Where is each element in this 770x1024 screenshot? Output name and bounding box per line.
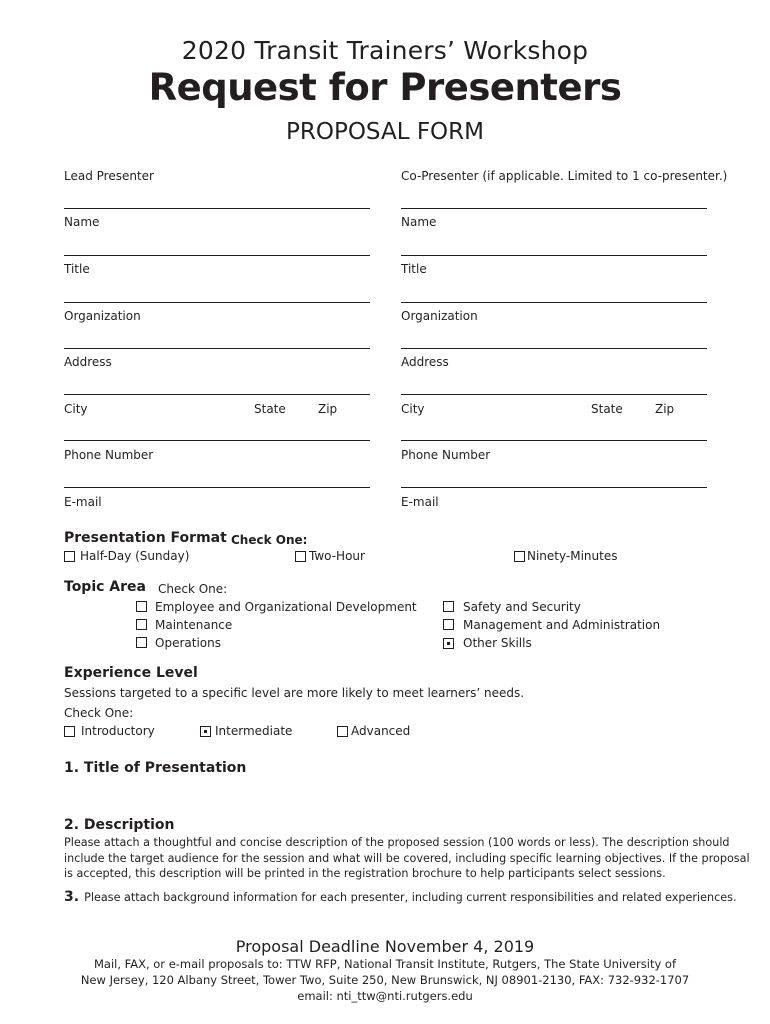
safety-security-checkbox[interactable] — [443, 601, 454, 612]
intermediate-checkbox[interactable] — [200, 726, 211, 737]
co-email-label: E-mail — [401, 495, 439, 509]
lead-phone-label: Phone Number — [64, 448, 154, 462]
section-3-number: 3. — [64, 889, 80, 905]
employee-development-checkbox[interactable] — [136, 601, 147, 612]
ninety-minutes-checkbox[interactable] — [514, 551, 525, 562]
co-title-line[interactable] — [401, 302, 707, 303]
proposal-deadline: Proposal Deadline November 4, 2019 — [235, 937, 535, 956]
lead-email-label: E-mail — [64, 495, 102, 509]
employee-development-label: Employee and Organizational Development — [155, 600, 417, 614]
maintenance-label: Maintenance — [155, 618, 233, 632]
other-skills-label: Other Skills — [463, 636, 532, 650]
lead-title-line[interactable] — [64, 302, 370, 303]
co-phone-label: Phone Number — [401, 448, 491, 462]
maintenance-checkbox[interactable] — [136, 619, 147, 630]
co-phone-line[interactable] — [401, 487, 707, 488]
co-zip-label: Zip — [655, 402, 675, 416]
lead-title-label: Title — [64, 262, 90, 276]
footer-mail-line-1: Mail, FAX, or e-mail proposals to: TTW RFP, National Transit Institute, Rutgers, The State University of — [93, 957, 676, 971]
advanced-checkbox[interactable] — [337, 726, 348, 737]
operations-checkbox[interactable] — [136, 637, 147, 648]
co-address-label: Address — [401, 355, 449, 369]
workshop-subtitle: 2020 Transit Trainers’ Workshop — [181, 36, 589, 65]
lead-name-label: Name — [64, 215, 100, 229]
co-organization-label: Organization — [401, 309, 478, 323]
lead-city-label: City — [64, 402, 88, 416]
topic-area-heading: Topic Area — [64, 579, 146, 595]
footer-email: email: nti_ttw@nti.rutgers.edu — [297, 989, 473, 1003]
operations-label: Operations — [155, 636, 221, 650]
lead-phone-line[interactable] — [64, 487, 370, 488]
management-administration-checkbox[interactable] — [443, 619, 454, 630]
description-line-1: Please attach a thoughtful and concise description of the proposed session (100 words or less). The description should — [64, 836, 730, 849]
form-title: PROPOSAL FORM — [286, 119, 484, 145]
lead-name-line[interactable] — [64, 255, 370, 256]
ninety-minutes-label: Ninety-Minutes — [527, 549, 618, 563]
title-of-presentation-heading: 1. Title of Presentation — [64, 760, 247, 776]
lead-organization-line[interactable] — [64, 348, 370, 349]
co-city-line[interactable] — [401, 440, 707, 441]
co-name-line[interactable] — [401, 255, 707, 256]
half-day-label: Half-Day (Sunday) — [80, 549, 190, 563]
other-skills-checkbox[interactable] — [443, 638, 454, 649]
introductory-label: Introductory — [81, 724, 155, 738]
lead-organization-label: Organization — [64, 309, 141, 323]
experience-level-heading: Experience Level — [64, 665, 198, 681]
co-city-label: City — [401, 402, 425, 416]
intermediate-label: Intermediate — [215, 724, 293, 738]
description-line-3: is accepted, this description will be printed in the registration brochure to help participants select sessions. — [64, 867, 666, 880]
lead-address-label: Address — [64, 355, 112, 369]
description-line-2: include the target audience for the session and what will be covered, including specific learning objectives. If the proposal — [64, 851, 750, 865]
lead-presenter-line[interactable] — [64, 208, 370, 209]
experience-level-check-one: Check One: — [64, 706, 134, 720]
advanced-label: Advanced — [351, 724, 411, 738]
section-3-text: Please attach background information for each presenter, including current responsibilities and related experiences. — [84, 891, 737, 904]
presentation-format-check-one: Check One: — [231, 533, 308, 547]
lead-address-line[interactable] — [64, 394, 370, 395]
co-organization-line[interactable] — [401, 348, 707, 349]
description-instructions — [64, 835, 754, 882]
lead-state-label: State — [254, 402, 286, 416]
presentation-format-heading: Presentation Format — [64, 530, 227, 546]
lead-zip-label: Zip — [318, 402, 338, 416]
co-state-label: State — [591, 402, 623, 416]
co-presenter-heading: Co-Presenter (if applicable. Limited to 1 co-presenter.) — [401, 169, 728, 183]
experience-level-note: Sessions targeted to a specific level are more likely to meet learners’ needs. — [64, 686, 525, 700]
lead-city-line[interactable] — [64, 440, 370, 441]
safety-security-label: Safety and Security — [463, 600, 581, 614]
page-title: Request for Presenters — [148, 66, 622, 109]
background-instruction — [64, 886, 737, 905]
footer-mail-line-2: New Jersey, 120 Albany Street, Tower Two, Suite 250, New Brunswick, NJ 08901-2130, FAX: 732-932-1707 — [80, 973, 690, 987]
description-heading: 2. Description — [64, 817, 175, 833]
co-address-line[interactable] — [401, 394, 707, 395]
two-hour-label: Two-Hour — [309, 549, 365, 563]
introductory-checkbox[interactable] — [64, 726, 75, 737]
lead-presenter-heading: Lead Presenter — [64, 169, 154, 183]
co-title-label: Title — [401, 262, 427, 276]
co-presenter-line[interactable] — [401, 208, 707, 209]
co-name-label: Name — [401, 215, 437, 229]
management-administration-label: Management and Administration — [463, 618, 661, 632]
half-day-checkbox[interactable] — [64, 551, 75, 562]
two-hour-checkbox[interactable] — [295, 551, 306, 562]
topic-area-check-one: Check One: — [158, 582, 228, 596]
